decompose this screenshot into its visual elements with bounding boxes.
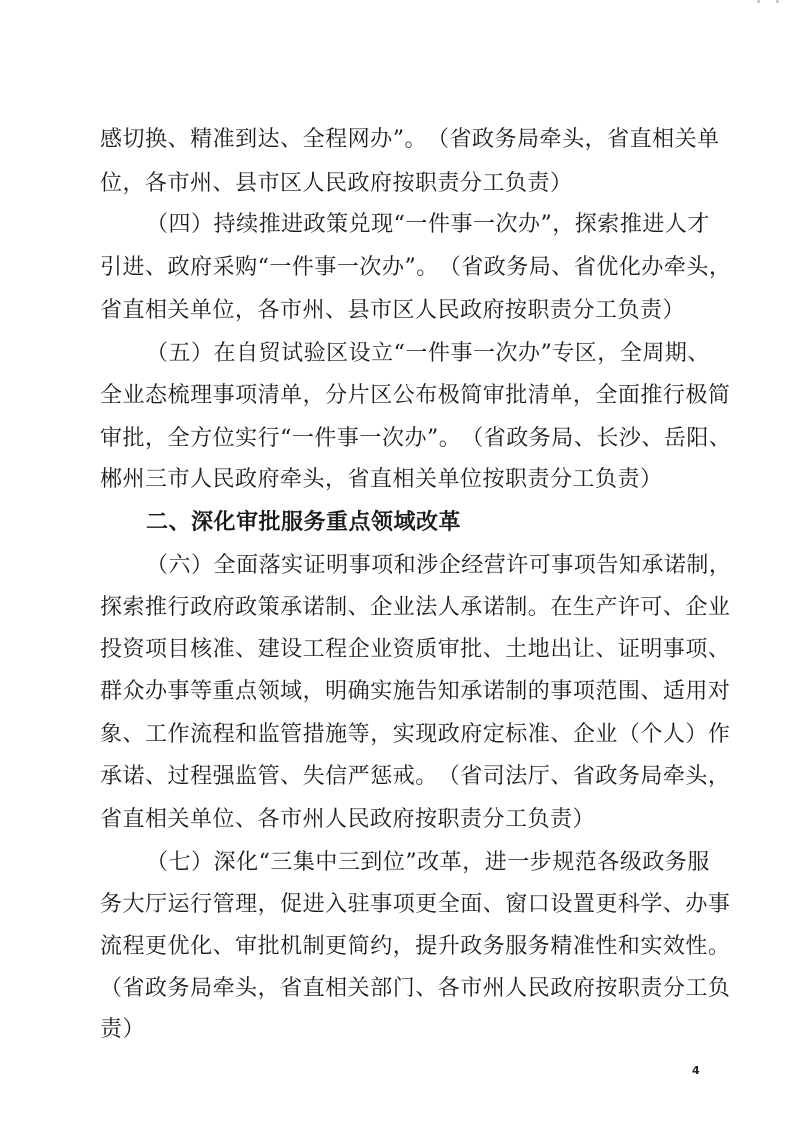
text-line: 审 批 ， 全 方 位 实 行 “ 一 件 事 一 次 办 ” 。 （ 省 政 务 局 、 长 沙 、 岳 阳 、 [100, 426, 732, 451]
text-line: 省直相关单位，各市州、县市区人民政府按职责分工负责） [100, 298, 686, 323]
text-line: 务 大 厅 运 行 管 理 ， 促 进 入 驻 事 项 更 全 面 、 窗 口 设 置 更 科 学 、 办 事 [100, 892, 731, 917]
text-line: 引 进 、 政 府 采 购 “ 一 件 事 一 次 办 ” 。 （ 省 政 务 局 、 省 优 化 办 牵 头 ， [100, 255, 732, 280]
text-line: 探 索 推 行 政 府 政 策 承 诺 制 、 企 业 法 人 承 诺 制 。 在 生 产 许 可 、 企 业 [100, 595, 731, 620]
scan-mark [776, 0, 779, 3]
text-line: 承 诺 、 过 程 强 监 管 、 失 信 严 惩 戒 。 （ 省 司 法 厅 、 省 政 务 局 牵 头 ， [100, 764, 731, 789]
text-line: 群 众 办 事 等 重 点 领 域 ， 明 确 实 施 告 知 承 诺 制 的 事 项 范 围 、 适 用 对 [100, 679, 731, 704]
text-line: 责） [100, 1017, 146, 1042]
text-line: （ 六 ） 全 面 落 实 证 明 事 项 和 涉 企 经 营 许 可 事 项 告 知 承 诺 制 ， [146, 553, 732, 578]
text-line: 位，各市州、县市区人民政府按职责分工负责） [100, 171, 573, 196]
page-number: 4 [692, 1064, 700, 1077]
text-line: 郴州三市人民政府牵头，省直相关单位按职责分工负责） [100, 467, 663, 492]
text-line: （ 四 ） 持 续 推 进 政 策 兑 现 “ 一 件 事 一 次 办 ” ， 探 索 推 进 人 才 [146, 212, 710, 237]
scan-mark [757, 0, 760, 3]
text-line: 流 程 更 优 化 、 审 批 机 制 更 简 约 ， 提 升 政 务 服 务 精 准 性 和 实 效 性 。 [100, 934, 731, 959]
text-line: 省直相关单位、各市州人民政府按职责分工负责） [100, 807, 596, 832]
text-line: 象 、 工 作 流 程 和 监 管 措 施 等 ， 实 现 政 府 定 标 准 、 企 业 （ 个 人 ） 作 [100, 722, 731, 747]
text-line: （ 七 ） 深 化 “ 三 集 中 三 到 位 ” 改 革 ， 进 一 步 规 范 各 级 政 务 服 [146, 850, 710, 875]
text-line: 全 业 态 梳 理 事 项 清 单 ， 分 片 区 公 布 极 简 审 批 清 单 ， 全 面 推 行 极 简 [100, 383, 731, 408]
section-heading: 二、深化审批服务重点领域改革 [146, 510, 462, 535]
text-line: （ 五 ） 在 自 贸 试 验 区 设 立 “ 一 件 事 一 次 办 ” 专 区 ， 全 周 期 、 [146, 341, 710, 366]
text-line: 感 切 换 、 精 准 到 达 、 全 程 网 办 ” 。 （ 省 政 务 局 牵 头 ， 省 直 相 关 单 [100, 127, 720, 152]
text-line: 投 资 项 目 核 准 、 建 设 工 程 企 业 资 质 审 批 、 土 地 出 让 、 证 明 事 项 、 [100, 637, 731, 662]
text-line: （ 省 政 务 局 牵 头 ， 省 直 相 关 部 门 、 各 市 州 人 民 政 府 按 职 责 分 工 负 [100, 976, 731, 1001]
